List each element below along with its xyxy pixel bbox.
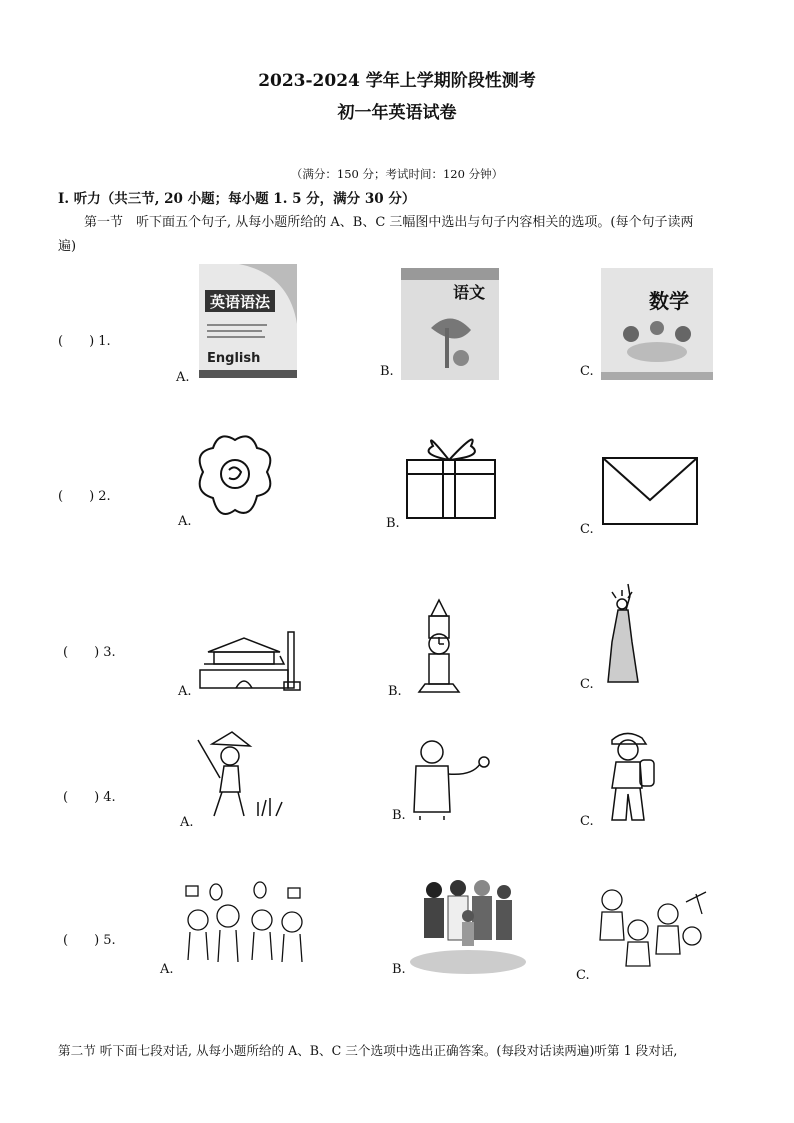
option-label-c: C. xyxy=(580,522,594,537)
book-subtitle: English xyxy=(207,351,261,366)
math-textbook-icon xyxy=(601,268,713,380)
option-label-c: C. xyxy=(580,814,594,829)
chinese-textbook-icon xyxy=(401,268,499,380)
option-label-c: C. xyxy=(580,364,594,379)
option-label-a: A. xyxy=(160,962,174,977)
book-title: 数学 xyxy=(649,289,689,313)
book-title: 英语语法 xyxy=(209,293,271,311)
gift-box-icon xyxy=(401,426,501,522)
option-label-b: B. xyxy=(392,962,406,977)
option-label-c: C. xyxy=(580,677,594,692)
children-balloons-icon xyxy=(176,880,312,970)
option-label-a: A. xyxy=(176,370,190,385)
part2-instruction: 第二节 听下面七段对话, 从每小题所给的 A、B、C 三个选项中选出正确答案。(每段对话读两遍)听第 1 段对话, xyxy=(58,1043,678,1058)
option-label-c: C. xyxy=(576,968,590,983)
question-number: ( ) 5. xyxy=(63,933,116,948)
student-icon xyxy=(602,728,662,824)
section-heading: Ⅰ. 听力（共三节, 20 小题；每小题 1. 5 分，满分 30 分） xyxy=(58,191,416,207)
statue-of-liberty-icon xyxy=(598,582,646,690)
option-label-b: B. xyxy=(386,516,400,531)
big-ben-icon xyxy=(403,598,475,696)
family-photo-icon xyxy=(408,870,528,974)
option-label-b: B. xyxy=(380,364,394,379)
doctor-icon xyxy=(402,736,494,820)
exam-meta: （满分：150 分；考试时间：120 分钟） xyxy=(290,167,504,181)
option-label-b: B. xyxy=(388,684,402,699)
question-number: ( ) 1. xyxy=(58,334,111,349)
page-subtitle: 初一年英语试卷 xyxy=(337,103,457,123)
option-label-b: B. xyxy=(392,808,406,823)
envelope-icon xyxy=(601,456,699,526)
tiananmen-icon xyxy=(194,622,306,692)
question-number: ( ) 2. xyxy=(58,489,111,504)
flower-icon xyxy=(191,430,279,524)
page-title: 2023-2024 学年上学期阶段性测考 xyxy=(258,71,536,91)
farmer-icon xyxy=(192,730,292,822)
option-label-a: A. xyxy=(180,815,194,830)
book-title: 语文 xyxy=(453,283,486,302)
question-number: ( ) 3. xyxy=(63,645,116,660)
english-grammar-book-icon xyxy=(199,264,297,378)
option-label-a: A. xyxy=(178,514,192,529)
option-label-a: A. xyxy=(178,684,192,699)
part1-instruction: 第一节 听下面五个句子, 从每小题所给的 A、B、C 三幅图中选出与句子内容相关的选项。(每个句子读两 xyxy=(84,215,694,230)
kids-playing-icon xyxy=(592,884,712,974)
part1-instruction-cont: 遍) xyxy=(58,239,77,254)
question-number: ( ) 4. xyxy=(63,790,116,805)
